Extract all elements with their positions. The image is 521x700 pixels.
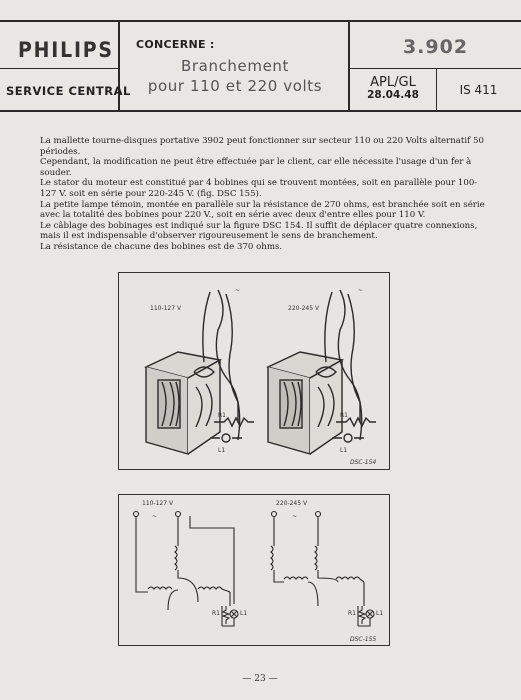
- fig2-ac-symbol-left: ~: [152, 513, 158, 520]
- paragraph: La résistance de chacune des bobines est de 370 ohms.: [40, 241, 283, 252]
- header-rule-right: [350, 68, 521, 69]
- paragraph: La petite lampe témoin, montée en parallèle sur la résistance de 270 ohms, est branchée soit en série avec la totalité des bobines pour 220 V., soit en série avec deux d'entre elles pour 110 V.: [40, 199, 485, 221]
- figure-schematic: [118, 494, 390, 646]
- reference-code: APL/GL: [370, 75, 416, 90]
- figure-wiring-drawing: [118, 272, 390, 470]
- body-text: [40, 136, 488, 253]
- paragraph: La mallette tourne-disques portative 3902 peut fonctionner sur secteur 110 ou 220 Volts alternatif 50 périodes.: [40, 136, 484, 157]
- header-rule-left: [0, 68, 118, 69]
- fig1-right-r-label: R1: [340, 412, 348, 419]
- fig1-right-motor: [268, 290, 376, 454]
- concerne-label: CONCERNE :: [136, 38, 215, 51]
- fig2-left-r-label: R1: [212, 610, 220, 617]
- fig2-left-voltage-label: 110-127 V: [142, 500, 174, 507]
- service-label: SERVICE CENTRAL: [6, 84, 131, 98]
- fig1-left-motor: [146, 290, 254, 454]
- reference-date: 28.04.48: [367, 89, 419, 101]
- fig2-right-circuit: [271, 512, 374, 627]
- paragraph: Le stator du moteur est constitué par 4 bobines qui se trouvent montées, soit en parallèle pour 100-127 V. soit en série pour 220-245 V. (fig. DSC 155).: [40, 178, 478, 199]
- brand-logo: PHILIPS: [18, 38, 114, 62]
- subject-line-2: pour 110 et 220 volts: [147, 77, 323, 95]
- wiring-drawing-svg: [118, 272, 390, 470]
- header-block: [0, 20, 521, 112]
- paragraph: Cependant, la modification ne peut être effectuée par le client, car elle nécessite l'usage d'un fer à souder.: [40, 157, 472, 178]
- fig2-right-l-label: L1: [376, 610, 384, 617]
- fig1-left-l-label: L1: [218, 447, 226, 454]
- header-top-rule: [0, 20, 521, 22]
- fig1-right-l-label: L1: [340, 447, 348, 454]
- fig2-left-l-label: L1: [240, 610, 248, 617]
- fig1-left-r-label: R1: [218, 412, 226, 419]
- fig2-caption: DSC-155: [350, 636, 377, 643]
- fig2-right-voltage-label: 220-245 V: [276, 500, 308, 507]
- paragraph: Le câblage des bobinages est indiqué sur la figure DSC 154. Il suffit de déplacer quatre connexions, mais il est indispensable d'observer rigoureusement le sens de branchement.: [40, 220, 478, 242]
- fig2-left-circuit: [134, 512, 239, 627]
- page-number: — 23 —: [242, 674, 278, 684]
- header-bottom-rule: [0, 110, 521, 112]
- schematic-svg: [118, 494, 390, 646]
- document-code: IS 411: [459, 83, 498, 97]
- fig1-ac-symbol-left: ~: [235, 287, 241, 294]
- fig2-ac-symbol-right: ~: [292, 513, 298, 520]
- reference-block: [350, 77, 436, 101]
- fig1-caption: DSC-154: [350, 459, 377, 466]
- subject-line-1: Branchement: [181, 57, 289, 75]
- fig1-right-voltage-label: 220-245 V: [288, 305, 320, 312]
- model-number: 3.902: [402, 36, 469, 58]
- fig2-right-r-label: R1: [348, 610, 356, 617]
- fig1-left-voltage-label: 110-127 V: [150, 305, 182, 312]
- fig1-ac-symbol-right: ~: [358, 287, 364, 294]
